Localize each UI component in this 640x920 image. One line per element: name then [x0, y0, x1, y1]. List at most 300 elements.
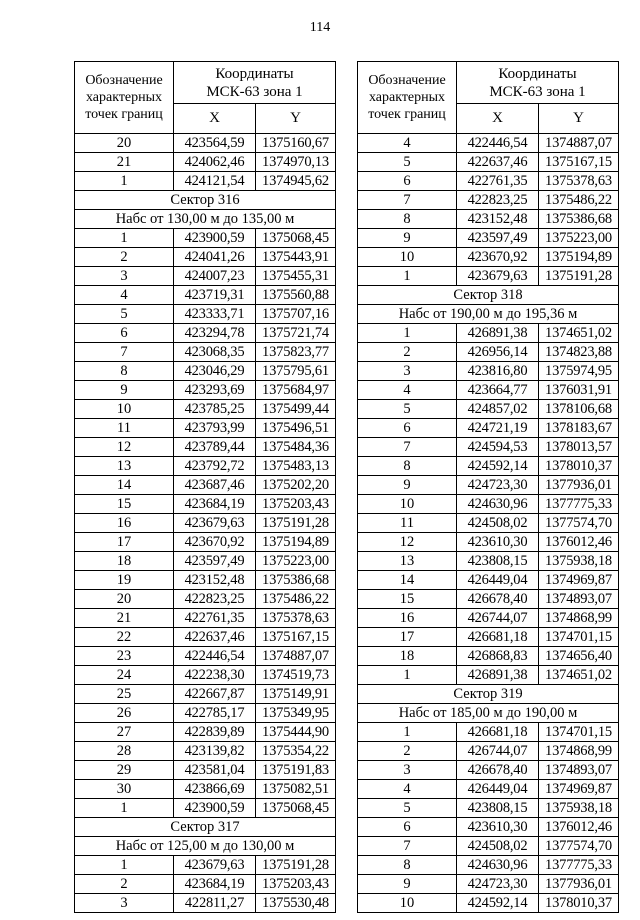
point-label: 13 — [75, 457, 174, 476]
point-label: 14 — [75, 476, 174, 495]
table-row — [75, 761, 336, 780]
y-value: 1374887,07 — [539, 134, 619, 153]
x-value: 426956,14 — [457, 343, 539, 362]
x-value: 424723,30 — [457, 476, 539, 495]
point-label: 5 — [358, 400, 457, 419]
table-row — [358, 875, 619, 894]
table-row — [358, 647, 619, 666]
x-value: 423789,44 — [174, 438, 256, 457]
point-label: 1 — [358, 324, 457, 343]
point-label: 16 — [358, 609, 457, 628]
y-value: 1377574,70 — [539, 837, 619, 856]
table-row — [358, 514, 619, 533]
y-value: 1375560,88 — [256, 286, 336, 305]
y-value: 1377574,70 — [539, 514, 619, 533]
table-row — [75, 723, 336, 742]
table-row — [358, 267, 619, 286]
y-value: 1375160,67 — [256, 134, 336, 153]
point-label: 3 — [75, 894, 174, 913]
y-header: Y — [539, 104, 619, 134]
table-row — [358, 590, 619, 609]
point-label: 10 — [75, 400, 174, 419]
point-label: 2 — [75, 248, 174, 267]
table-row — [75, 571, 336, 590]
point-label: 12 — [75, 438, 174, 457]
x-value: 424857,02 — [457, 400, 539, 419]
y-value: 1375938,18 — [539, 799, 619, 818]
table-row — [358, 495, 619, 514]
point-label: 20 — [75, 134, 174, 153]
point-label: 7 — [358, 438, 457, 457]
y-value: 1375194,89 — [539, 248, 619, 267]
y-value: 1374651,02 — [539, 324, 619, 343]
x-value: 422785,17 — [174, 704, 256, 723]
section-row — [75, 837, 336, 856]
point-label: 10 — [358, 248, 457, 267]
table-row — [75, 134, 336, 153]
table-row — [75, 362, 336, 381]
x-value: 423866,69 — [174, 780, 256, 799]
x-value: 423294,78 — [174, 324, 256, 343]
y-value: 1374868,99 — [539, 742, 619, 761]
point-label: 13 — [358, 552, 457, 571]
x-value: 423687,46 — [174, 476, 256, 495]
x-value: 423785,25 — [174, 400, 256, 419]
section-label: Сектор 318 — [358, 286, 619, 305]
point-label: 6 — [358, 172, 457, 191]
table-row — [75, 533, 336, 552]
table-row — [75, 666, 336, 685]
section-row — [75, 191, 336, 210]
table-row — [75, 419, 336, 438]
x-value: 426891,38 — [457, 324, 539, 343]
point-label: 23 — [75, 647, 174, 666]
designation-header: Обозначение характерных точек границ — [75, 62, 174, 134]
point-label: 1 — [75, 799, 174, 818]
x-header: X — [174, 104, 256, 134]
table-row — [358, 362, 619, 381]
table-row — [358, 780, 619, 799]
y-value: 1375486,22 — [256, 590, 336, 609]
table-row — [75, 799, 336, 818]
y-value: 1375191,28 — [539, 267, 619, 286]
section-row — [358, 704, 619, 723]
table-row — [358, 742, 619, 761]
point-label: 7 — [358, 837, 457, 856]
y-value: 1375378,63 — [539, 172, 619, 191]
y-value: 1377775,33 — [539, 856, 619, 875]
y-value: 1378010,37 — [539, 894, 619, 913]
point-label: 6 — [75, 324, 174, 343]
table-row — [358, 248, 619, 267]
x-value: 423679,63 — [457, 267, 539, 286]
point-label: 2 — [358, 343, 457, 362]
x-value: 426891,38 — [457, 666, 539, 685]
x-value: 423684,19 — [174, 875, 256, 894]
point-label: 17 — [358, 628, 457, 647]
point-label: 1 — [75, 229, 174, 248]
table-row — [75, 780, 336, 799]
point-label: 4 — [358, 134, 457, 153]
x-value: 423581,04 — [174, 761, 256, 780]
table-row — [358, 324, 619, 343]
point-label: 21 — [75, 153, 174, 172]
point-label: 3 — [358, 362, 457, 381]
y-value: 1378106,68 — [539, 400, 619, 419]
x-value: 423793,99 — [174, 419, 256, 438]
table-row — [75, 343, 336, 362]
y-value: 1375938,18 — [539, 552, 619, 571]
y-value: 1375149,91 — [256, 685, 336, 704]
x-value: 423670,92 — [457, 248, 539, 267]
x-value: 424723,30 — [457, 875, 539, 894]
y-value: 1374970,13 — [256, 153, 336, 172]
table-row — [75, 628, 336, 647]
table-row — [75, 381, 336, 400]
point-label: 6 — [358, 419, 457, 438]
x-value: 423564,59 — [174, 134, 256, 153]
table-row — [358, 533, 619, 552]
y-value: 1375707,16 — [256, 305, 336, 324]
page-number: 114 — [309, 20, 331, 35]
x-value: 426449,04 — [457, 571, 539, 590]
table-row — [75, 286, 336, 305]
x-value: 423597,49 — [457, 229, 539, 248]
x-value: 423664,77 — [457, 381, 539, 400]
table-row — [358, 457, 619, 476]
table-row — [358, 134, 619, 153]
table-row — [75, 248, 336, 267]
table-row — [75, 495, 336, 514]
table-row — [358, 229, 619, 248]
point-label: 11 — [358, 514, 457, 533]
y-value: 1374519,73 — [256, 666, 336, 685]
table-row — [75, 305, 336, 324]
x-value: 426678,40 — [457, 590, 539, 609]
point-label: 4 — [75, 286, 174, 305]
section-label: Набс от 190,00 м до 195,36 м — [358, 305, 619, 324]
y-value: 1374656,40 — [539, 647, 619, 666]
y-value: 1375486,22 — [539, 191, 619, 210]
point-label: 19 — [75, 571, 174, 590]
table-row — [358, 799, 619, 818]
point-label: 9 — [75, 381, 174, 400]
table-row — [75, 457, 336, 476]
table-row — [358, 191, 619, 210]
y-value: 1375386,68 — [539, 210, 619, 229]
y-value: 1375068,45 — [256, 229, 336, 248]
y-value: 1374887,07 — [256, 647, 336, 666]
x-value: 426681,18 — [457, 723, 539, 742]
x-value: 423792,72 — [174, 457, 256, 476]
point-label: 30 — [75, 780, 174, 799]
table-row — [75, 685, 336, 704]
y-value: 1375974,95 — [539, 362, 619, 381]
table-row — [75, 476, 336, 495]
y-value: 1376031,91 — [539, 381, 619, 400]
table-row — [75, 590, 336, 609]
x-value: 426449,04 — [457, 780, 539, 799]
section-label: Сектор 319 — [358, 685, 619, 704]
point-label: 12 — [358, 533, 457, 552]
point-label: 9 — [358, 875, 457, 894]
x-value: 423333,71 — [174, 305, 256, 324]
table-row — [75, 514, 336, 533]
y-value: 1374701,15 — [539, 723, 619, 742]
x-value: 426744,07 — [457, 742, 539, 761]
table-row — [75, 742, 336, 761]
table-row — [75, 704, 336, 723]
x-value: 424121,54 — [174, 172, 256, 191]
x-value: 423684,19 — [174, 495, 256, 514]
table-row — [358, 552, 619, 571]
section-label: Набс от 130,00 м до 135,00 м — [75, 210, 336, 229]
table-row — [75, 856, 336, 875]
left-table-body — [75, 134, 336, 913]
point-label: 8 — [358, 210, 457, 229]
x-value: 423679,63 — [174, 856, 256, 875]
y-value: 1378013,57 — [539, 438, 619, 457]
y-value: 1375191,28 — [256, 514, 336, 533]
x-value: 424592,14 — [457, 894, 539, 913]
point-label: 1 — [358, 723, 457, 742]
x-value: 423610,30 — [457, 533, 539, 552]
y-value: 1374651,02 — [539, 666, 619, 685]
x-value: 422637,46 — [174, 628, 256, 647]
table-row — [75, 153, 336, 172]
y-value: 1375068,45 — [256, 799, 336, 818]
y-value: 1378183,67 — [539, 419, 619, 438]
x-value: 426744,07 — [457, 609, 539, 628]
x-value: 422446,54 — [457, 134, 539, 153]
y-value: 1375684,97 — [256, 381, 336, 400]
y-value: 1374868,99 — [539, 609, 619, 628]
x-value: 422823,25 — [457, 191, 539, 210]
y-value: 1375191,83 — [256, 761, 336, 780]
point-label: 27 — [75, 723, 174, 742]
x-value: 422238,30 — [174, 666, 256, 685]
coordinates-title: Координаты — [215, 65, 294, 82]
x-value: 423068,35 — [174, 343, 256, 362]
point-label: 8 — [75, 362, 174, 381]
table-row — [358, 438, 619, 457]
x-value: 423900,59 — [174, 229, 256, 248]
x-value: 423293,69 — [174, 381, 256, 400]
coordinates-table-right — [357, 61, 619, 913]
y-value: 1374969,87 — [539, 571, 619, 590]
x-value: 424721,19 — [457, 419, 539, 438]
point-label: 6 — [358, 818, 457, 837]
table-row — [358, 210, 619, 229]
table-row — [358, 856, 619, 875]
point-label: 5 — [75, 305, 174, 324]
y-value: 1375349,95 — [256, 704, 336, 723]
point-label: 25 — [75, 685, 174, 704]
x-value: 423816,80 — [457, 362, 539, 381]
point-label: 1 — [75, 172, 174, 191]
x-value: 423597,49 — [174, 552, 256, 571]
point-label: 9 — [358, 229, 457, 248]
table-row — [358, 818, 619, 837]
y-value: 1374893,07 — [539, 590, 619, 609]
point-label: 8 — [358, 856, 457, 875]
table-row — [358, 153, 619, 172]
point-label: 16 — [75, 514, 174, 533]
table-row — [358, 628, 619, 647]
coordinates-title: Координаты — [498, 65, 577, 82]
x-value: 423900,59 — [174, 799, 256, 818]
point-label: 24 — [75, 666, 174, 685]
point-label: 3 — [75, 267, 174, 286]
y-value: 1375823,77 — [256, 343, 336, 362]
y-value: 1375483,13 — [256, 457, 336, 476]
table-row — [75, 400, 336, 419]
y-value: 1377936,01 — [539, 875, 619, 894]
x-value: 426681,18 — [457, 628, 539, 647]
x-value: 423152,48 — [174, 571, 256, 590]
y-value: 1378010,37 — [539, 457, 619, 476]
point-label: 29 — [75, 761, 174, 780]
y-value: 1376012,46 — [539, 533, 619, 552]
table-row — [75, 267, 336, 286]
point-label: 15 — [358, 590, 457, 609]
point-label: 28 — [75, 742, 174, 761]
x-value: 423152,48 — [457, 210, 539, 229]
section-label: Набс от 125,00 м до 130,00 м — [75, 837, 336, 856]
table-row — [358, 343, 619, 362]
coordinates-table-left — [74, 61, 336, 913]
point-label: 4 — [358, 381, 457, 400]
table-row — [75, 324, 336, 343]
x-value: 424592,14 — [457, 457, 539, 476]
y-value: 1375496,51 — [256, 419, 336, 438]
y-value: 1377936,01 — [539, 476, 619, 495]
x-value: 423610,30 — [457, 818, 539, 837]
x-value: 422823,25 — [174, 590, 256, 609]
point-label: 5 — [358, 153, 457, 172]
coordinate-system: МСК-63 зона 1 — [489, 83, 586, 100]
point-label: 14 — [358, 571, 457, 590]
x-header: X — [457, 104, 539, 134]
point-label: 17 — [75, 533, 174, 552]
table-row — [358, 761, 619, 780]
x-value: 423046,29 — [174, 362, 256, 381]
y-value: 1374945,62 — [256, 172, 336, 191]
x-value: 424007,23 — [174, 267, 256, 286]
point-label: 20 — [75, 590, 174, 609]
y-value: 1375386,68 — [256, 571, 336, 590]
y-value: 1375484,36 — [256, 438, 336, 457]
y-header: Y — [256, 104, 336, 134]
table-row — [75, 875, 336, 894]
table-row — [358, 571, 619, 590]
y-value: 1375444,90 — [256, 723, 336, 742]
y-value: 1377775,33 — [539, 495, 619, 514]
x-value: 423719,31 — [174, 286, 256, 305]
y-value: 1375223,00 — [539, 229, 619, 248]
x-value: 422811,27 — [174, 894, 256, 913]
x-value: 424594,53 — [457, 438, 539, 457]
x-value: 424630,96 — [457, 856, 539, 875]
point-label: 2 — [358, 742, 457, 761]
table-row — [75, 438, 336, 457]
table-row — [75, 647, 336, 666]
x-value: 423679,63 — [174, 514, 256, 533]
table-row — [75, 609, 336, 628]
y-value: 1375082,51 — [256, 780, 336, 799]
x-value: 426868,83 — [457, 647, 539, 666]
section-label: Набс от 185,00 м до 190,00 м — [358, 704, 619, 723]
point-label: 5 — [358, 799, 457, 818]
point-label: 10 — [358, 495, 457, 514]
y-value: 1375443,91 — [256, 248, 336, 267]
x-value: 424062,46 — [174, 153, 256, 172]
table-row — [358, 666, 619, 685]
point-label: 1 — [358, 267, 457, 286]
x-value: 423139,82 — [174, 742, 256, 761]
table-row — [75, 229, 336, 248]
x-value: 422667,87 — [174, 685, 256, 704]
point-label: 22 — [75, 628, 174, 647]
x-value: 424508,02 — [457, 514, 539, 533]
coordinates-header — [457, 62, 619, 104]
section-row — [75, 818, 336, 837]
x-value: 424508,02 — [457, 837, 539, 856]
table-row — [358, 400, 619, 419]
x-value: 422761,35 — [174, 609, 256, 628]
point-label: 18 — [75, 552, 174, 571]
y-value: 1375202,20 — [256, 476, 336, 495]
point-label: 3 — [358, 761, 457, 780]
y-value: 1375223,00 — [256, 552, 336, 571]
y-value: 1375203,43 — [256, 875, 336, 894]
x-value: 424041,26 — [174, 248, 256, 267]
table-row — [358, 419, 619, 438]
x-value: 422637,46 — [457, 153, 539, 172]
point-label: 7 — [75, 343, 174, 362]
y-value: 1375795,61 — [256, 362, 336, 381]
point-label: 1 — [75, 856, 174, 875]
point-label: 18 — [358, 647, 457, 666]
section-row — [358, 685, 619, 704]
y-value: 1375203,43 — [256, 495, 336, 514]
y-value: 1374701,15 — [539, 628, 619, 647]
x-value: 424630,96 — [457, 495, 539, 514]
point-label: 8 — [358, 457, 457, 476]
table-row — [358, 476, 619, 495]
y-value: 1375167,15 — [539, 153, 619, 172]
y-value: 1375354,22 — [256, 742, 336, 761]
point-label: 2 — [75, 875, 174, 894]
x-value: 422839,89 — [174, 723, 256, 742]
y-value: 1376012,46 — [539, 818, 619, 837]
designation-header: Обозначение характерных точек границ — [358, 62, 457, 134]
x-value: 423808,15 — [457, 552, 539, 571]
section-row — [358, 286, 619, 305]
right-table-body — [358, 134, 619, 913]
table-row — [75, 894, 336, 913]
coordinate-system: МСК-63 зона 1 — [206, 83, 303, 100]
point-label: 10 — [358, 894, 457, 913]
y-value: 1375530,48 — [256, 894, 336, 913]
x-value: 426678,40 — [457, 761, 539, 780]
table-row — [358, 609, 619, 628]
y-value: 1374969,87 — [539, 780, 619, 799]
table-row — [75, 552, 336, 571]
y-value: 1375194,89 — [256, 533, 336, 552]
y-value: 1374823,88 — [539, 343, 619, 362]
x-value: 423670,92 — [174, 533, 256, 552]
